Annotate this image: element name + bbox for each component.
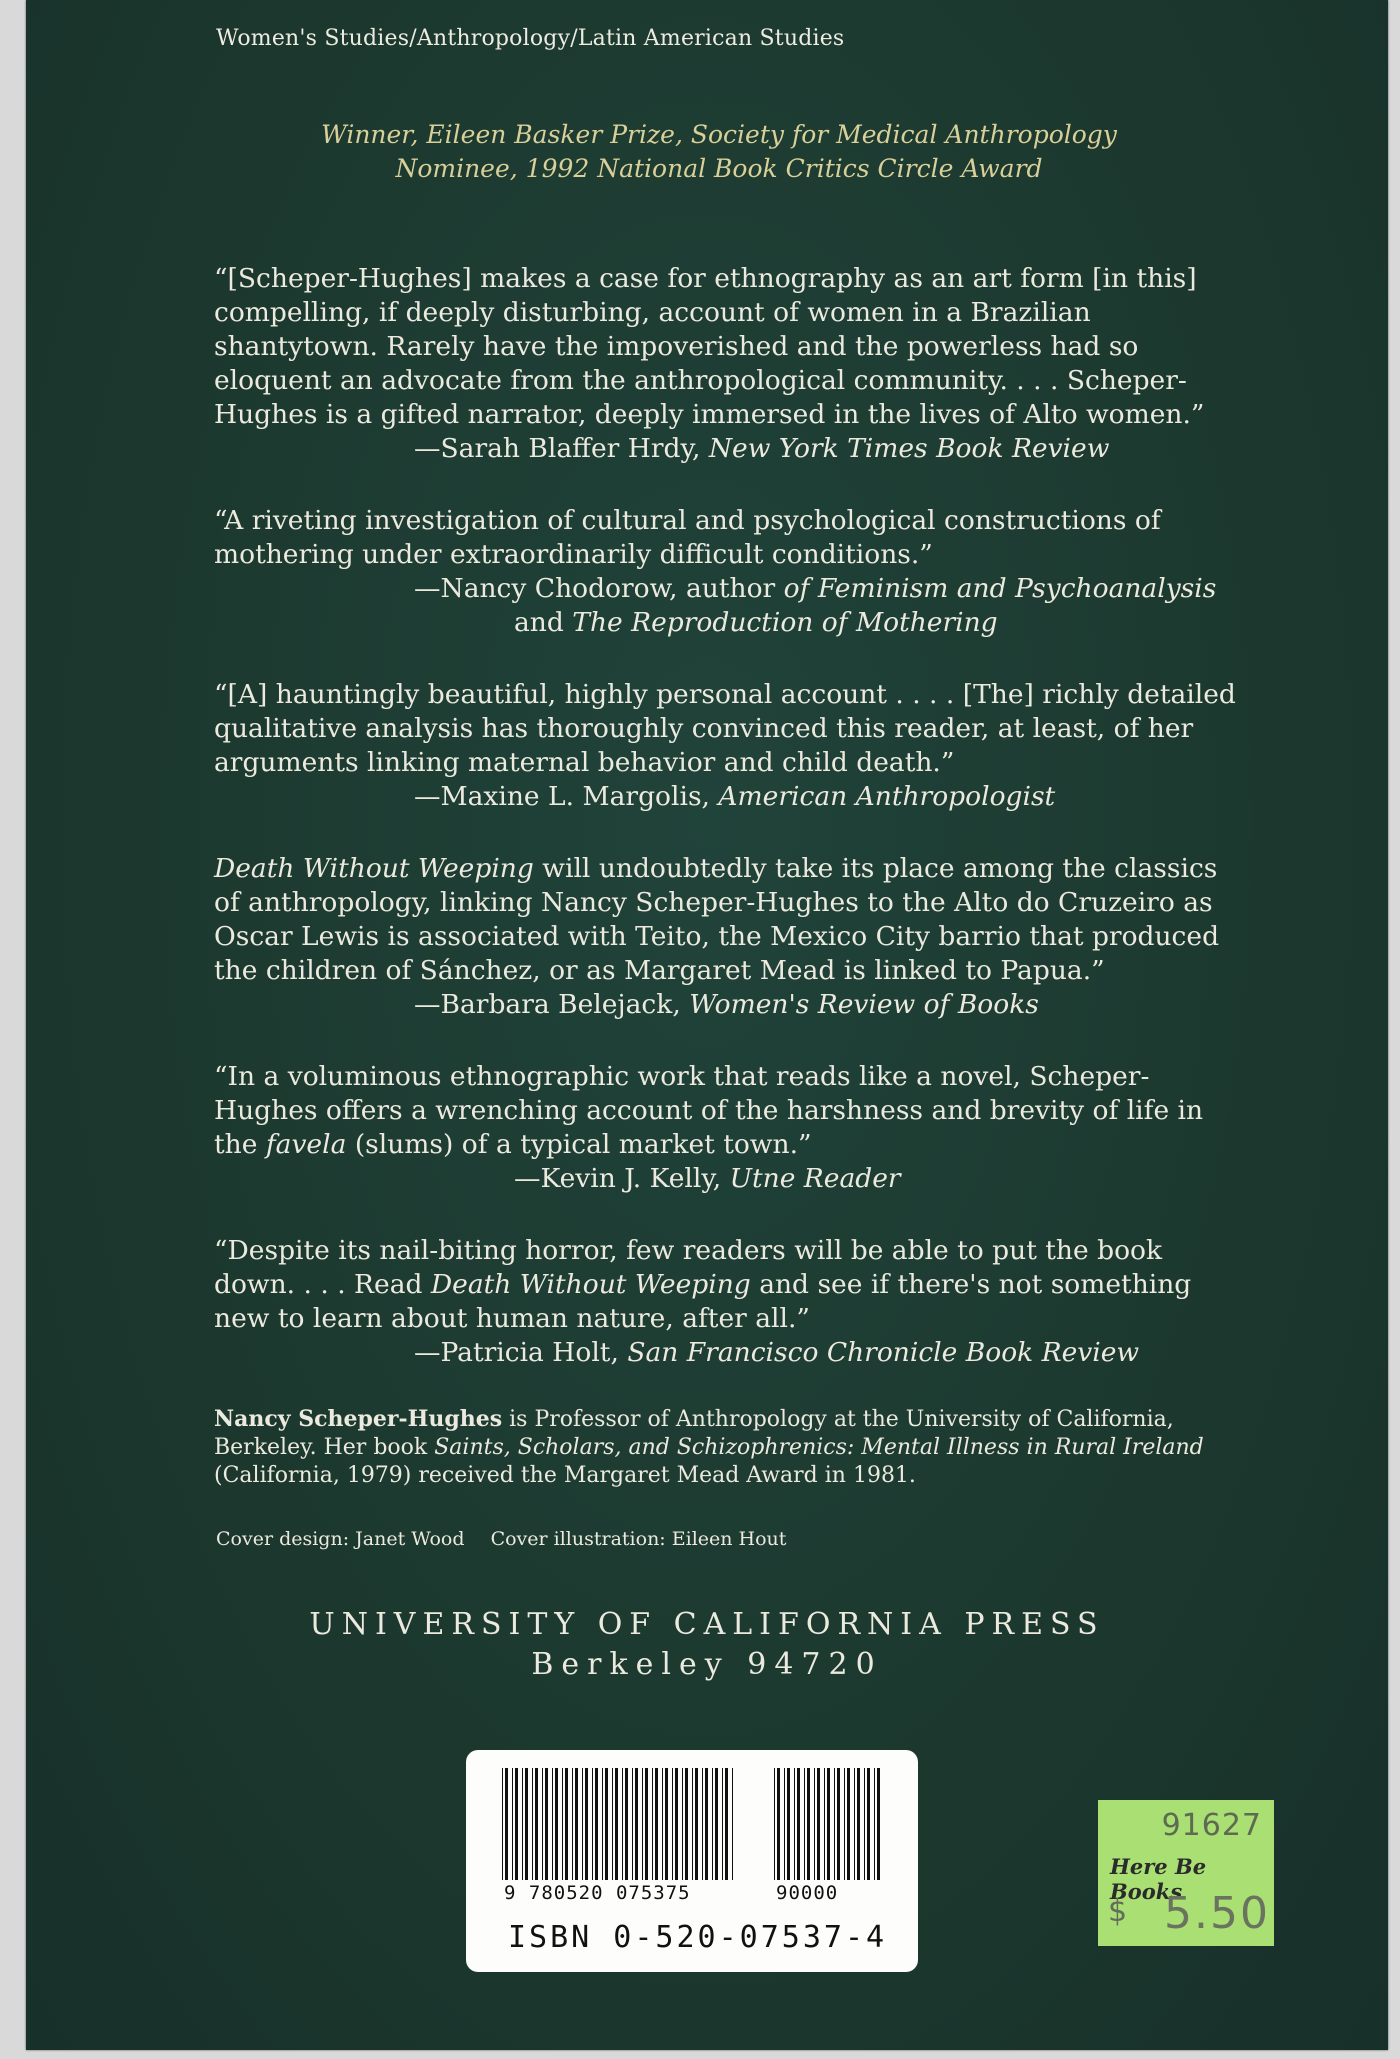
price-sticker: [1098, 1800, 1274, 1946]
price: 5.50: [1164, 1888, 1270, 1939]
isbn-number: ISBN 0-520-07537-4: [508, 1920, 888, 1955]
publisher-city: Berkeley 94720: [531, 1647, 883, 1682]
review-quote: Death Without Weeping will undoubtedly take its place among the classics of anthropology, linking Nancy Scheper-Hughes to the Alto do Cruzeiro as Oscar Lewis is associated with Teito, the Mexico City barrio that produced the children of Sánchez, or as Margaret Mead is linked to Papua.” —Barbara Belejack, Women's Review of Books: [214, 852, 1244, 1022]
award-nominee: Nominee, 1992 National Book Critics Circle Award: [395, 154, 1043, 183]
quote-attribution: —Maxine L. Margolis, American Anthropologist: [414, 781, 1056, 812]
book-back-cover: [26, 0, 1388, 2050]
review-quote: “A riveting investigation of cultural and psychological constructions of mothering under extraordinarily difficult conditions.” —Nancy Chodorow, author of Feminism and Psychoanalysis and The Reproduction of Mothering: [214, 504, 1244, 640]
dollar-sign: $: [1108, 1894, 1128, 1929]
quote-attribution: —Sarah Blaffer Hrdy, New York Times Book Review: [414, 433, 1110, 464]
quote-attribution: —Patricia Holt, San Francisco Chronicle Book Review: [414, 1337, 1140, 1368]
review-quote: “Despite its nail-biting horror, few readers will be able to put the book down. . . . Read Death Without Weeping and see if there's not something new to learn about human nature, after all.” —Patricia Holt, San Francisco Chronicle Book Review: [214, 1234, 1244, 1370]
review-quote: “[Scheper-Hughes] makes a case for ethnography as an art form [in this] compelling, if deeply disturbing, account of women in a Brazilian shantytown. Rarely have the impoverished and the powerless had so eloquent an advocate from the anthropological community. . . . Scheper-Hughes is a gifted narrator, deeply immersed in the lives of Alto women.” —Sarah Blaffer Hrdy, New York Times Book Review: [214, 262, 1244, 466]
cover-illustration-credit: Cover illustration: Eileen Hout: [490, 1528, 787, 1550]
category-line: Women's Studies/Anthropology/Latin American Studies: [216, 26, 845, 51]
publisher-name: UNIVERSITY OF CALIFORNIA PRESS: [309, 1607, 1105, 1642]
cover-design-credit: Cover design: Janet Wood: [216, 1528, 465, 1550]
publisher: [26, 1605, 1388, 1685]
review-quote: “In a voluminous ethnographic work that reads like a novel, Scheper-Hughes offers a wrenching account of the harshness and brevity of life in the favela (slums) of a typical market town.” —Kevin J. Kelly, Utne Reader: [214, 1060, 1244, 1196]
quote-attribution: —Kevin J. Kelly, Utne Reader: [514, 1163, 901, 1194]
review-quote: “[A] hauntingly beautiful, highly personal account . . . . [The] richly detailed qualitative analysis has thoroughly convinced this reader, at least, of her arguments linking maternal behavior and child death.” —Maxine L. Margolis, American Anthropologist: [214, 678, 1244, 814]
barcode-digits: 9 780520 075375: [504, 1882, 691, 1904]
store-name: Here Be Books: [1110, 1854, 1207, 1904]
quote-attribution: —Nancy Chodorow, author of Feminism and Psychoanalysis: [414, 573, 1217, 604]
quote-attribution: —Barbara Belejack, Women's Review of Books: [414, 989, 1039, 1020]
review-quotes: [214, 262, 1244, 1408]
award-winner: Winner, Eileen Basker Prize, Society for Medical Anthropology: [321, 120, 1117, 149]
author-bio: Nancy Scheper-Hughes is Professor of Anthropology at the University of California, Berkeley. Her book Saints, Scholars, and Schizophrenics: Mental Illness in Rural Ireland (California, 1979) received the Margaret Mead Award in 1981.: [214, 1406, 1204, 1488]
sticker-number: 91627: [1161, 1808, 1262, 1843]
barcode-label: [466, 1750, 918, 1972]
awards: [26, 118, 1388, 186]
quote-attribution-line2: and The Reproduction of Mothering: [514, 607, 998, 638]
barcode-addon-digits: 90000: [776, 1882, 839, 1904]
cover-credits: [216, 1528, 806, 1550]
barcode-icon: [492, 1768, 892, 1880]
